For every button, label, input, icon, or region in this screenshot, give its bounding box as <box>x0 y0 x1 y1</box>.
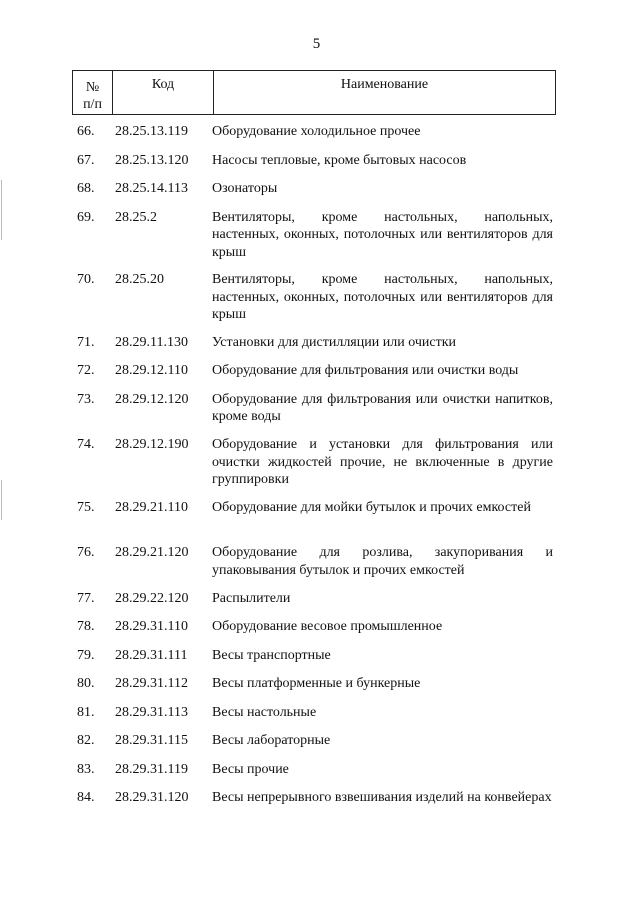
row-name: Оборудование и установки для фильтрования или очистки жидкостей прочие, не включенные в другие группировки <box>212 437 553 487</box>
table-row <box>0 789 633 824</box>
row-number: 68. <box>77 181 95 196</box>
row-name: Весы лабораторные <box>212 733 331 748</box>
table-row <box>0 180 633 198</box>
row-number: 84. <box>77 790 95 805</box>
header-num-line1: № <box>85 79 100 95</box>
row-code: 28.25.2 <box>115 209 157 225</box>
row-number: 72. <box>77 363 95 378</box>
row-number: 81. <box>77 704 95 720</box>
table-row <box>0 544 633 579</box>
table-header <box>72 70 556 115</box>
table-row <box>0 436 633 489</box>
row-name: Оборудование для мойки бутылок и прочих емкостей <box>212 499 531 515</box>
table-row <box>0 271 633 324</box>
table-row <box>0 590 633 608</box>
scan-margin-mark <box>1 180 2 240</box>
row-code: 28.29.12.120 <box>115 391 189 407</box>
table-row <box>0 732 633 750</box>
table-row <box>0 152 633 170</box>
row-number: 77. <box>77 590 95 606</box>
header-num-line2: п/п <box>83 96 102 112</box>
row-number: 78. <box>77 619 95 634</box>
row-code: 28.29.31.110 <box>115 619 188 634</box>
row-code: 28.29.31.111 <box>115 647 188 663</box>
row-name: Весы прочие <box>212 761 289 777</box>
row-number: 79. <box>77 647 95 663</box>
row-name: Оборудование для фильтрования или очистки напитков, кроме воды <box>212 391 553 424</box>
row-number: 76. <box>77 545 95 560</box>
row-number: 74. <box>77 437 95 452</box>
row-number: 73. <box>77 391 95 407</box>
row-number: 71. <box>77 334 95 350</box>
row-name: Весы платформенные и бункерные <box>212 676 421 691</box>
row-name: Вентиляторы, кроме настольных, напольных, настенных, оконных, потолочных или вентиляторов для крыш <box>212 272 553 322</box>
header-name-cell: Наименование <box>340 77 429 92</box>
row-name: Оборудование холодильное прочее <box>212 124 421 139</box>
table-row <box>0 334 633 352</box>
row-code: 28.29.12.110 <box>115 363 188 378</box>
table-row <box>0 618 633 636</box>
row-number: 70. <box>77 272 95 287</box>
row-code: 28.29.11.130 <box>115 334 188 350</box>
table-row <box>0 362 633 380</box>
row-code: 28.29.31.120 <box>115 790 189 805</box>
row-code: 28.25.20 <box>115 272 164 287</box>
row-number: 67. <box>77 152 95 168</box>
row-code: 28.25.13.120 <box>115 152 189 168</box>
row-name: Насосы тепловые, кроме бытовых насосов <box>212 152 467 168</box>
header-num-cell <box>73 71 113 114</box>
row-name: Весы непрерывного взвешивания изделий на конвейерах <box>212 790 552 805</box>
table-row <box>0 647 633 665</box>
row-code: 28.29.21.110 <box>115 499 188 515</box>
table-row <box>0 391 633 426</box>
row-number: 80. <box>77 676 95 691</box>
row-name: Оборудование весовое промышленное <box>212 619 443 634</box>
row-number: 82. <box>77 733 95 748</box>
row-number: 66. <box>77 124 95 139</box>
row-name: Оборудование для фильтрования или очистки воды <box>212 363 519 378</box>
row-code: 28.29.21.120 <box>115 545 189 560</box>
row-code: 28.29.31.112 <box>115 676 188 691</box>
row-name: Распылители <box>212 590 291 606</box>
table-row <box>0 499 633 534</box>
header-code-cell: Код <box>113 71 214 114</box>
page-number: 5 <box>312 36 321 52</box>
table-row <box>0 123 633 141</box>
row-name: Весы транспортные <box>212 647 331 663</box>
scan-margin-mark <box>1 480 2 520</box>
row-name: Установки для дистилляции или очистки <box>212 334 456 350</box>
table-row <box>0 209 633 262</box>
row-code: 28.29.31.113 <box>115 704 188 720</box>
table-row <box>0 761 633 779</box>
row-name: Озонаторы <box>212 181 278 196</box>
row-number: 75. <box>77 499 95 515</box>
table-row <box>0 675 633 693</box>
row-code: 28.29.31.115 <box>115 733 188 748</box>
row-code: 28.25.13.119 <box>115 124 188 139</box>
row-number: 69. <box>77 209 95 225</box>
row-name: Весы настольные <box>212 704 317 720</box>
row-code: 28.29.31.119 <box>115 761 188 777</box>
table-row <box>0 704 633 722</box>
row-name: Вентиляторы, кроме настольных, напольных, настенных, оконных, потолочных или вентиляторов для крыш <box>212 209 553 260</box>
row-number: 83. <box>77 761 95 777</box>
row-code: 28.29.12.190 <box>115 437 189 452</box>
row-name: Оборудование для розлива, закупоривания и упаковывания бутылок и прочих емкостей <box>212 545 553 578</box>
row-code: 28.29.22.120 <box>115 590 189 606</box>
row-code: 28.25.14.113 <box>115 181 188 196</box>
